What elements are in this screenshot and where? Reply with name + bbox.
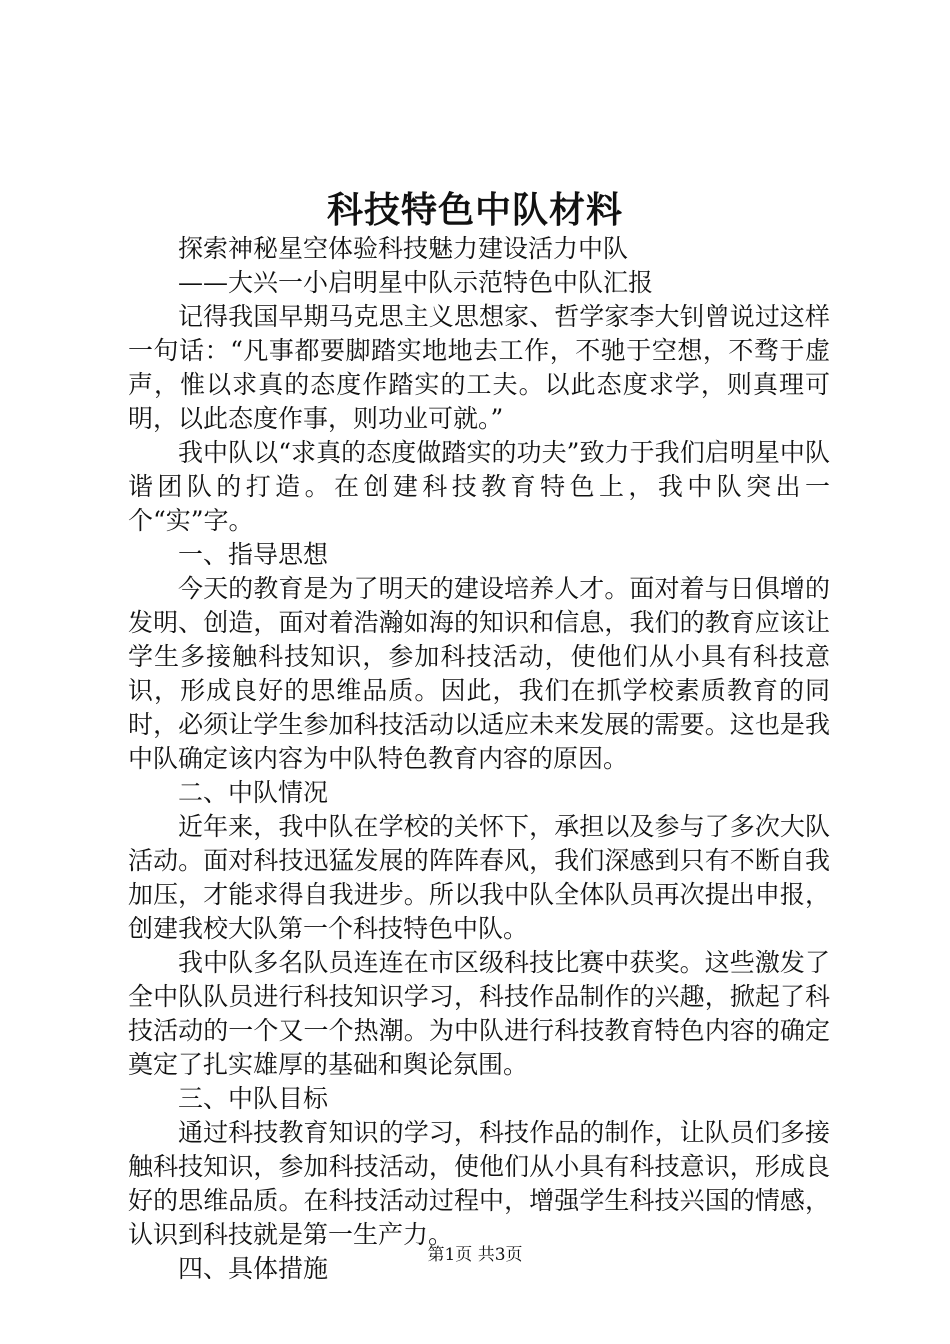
subtitle-line: 探索神秘星空体验科技魅力建设活力中队 <box>178 234 629 263</box>
paragraph-guiding-thought: 今天的教育是为了明天的建设培养人才。面对着与日俱增的发明、创造，面对着浩瀚如海的知识和信息，我们的教育应该让学生多接触科技知识，参加科技活动，使他们从小具有科技意识，形成良好的思维品质。因此，我们在抓学校素质教育的同时，必须让学生参加科技活动以适应未来发展的需要。这也是我中队确定该内容为中队特色教育内容的原因。 <box>128 574 830 773</box>
paragraph-quote: 记得我国早期马克思主义思想家、哲学家李大钊曾说过这样一句话：“凡事都要脚踏实地地去工作，不驰于空想，不骛于虚声，惟以求真的态度作踏实的工夫。以此态度求学，则真理可明，以此态度作事，则功业可就。” <box>128 302 830 433</box>
paragraph-squad-situation: 近年来，我中队在学校的关怀下，承担以及参与了多次大队活动。面对科技迅猛发展的阵阵春风，我们深感到只有不断自我加压，才能求得自我进步。所以我中队全体队员再次提出申报，创建我校大队第一个科技特色中队。 <box>128 812 830 943</box>
subtitle-report-line: ——大兴一小启明星中队示范特色中队汇报 <box>178 268 654 297</box>
section-heading-measures: 四、具体措施 <box>178 1254 329 1283</box>
document-title: 科技特色中队材料 <box>326 189 623 231</box>
section-heading-guiding-thought: 一、指导思想 <box>178 540 329 569</box>
page-footer: 第1页 共3页 <box>427 1245 523 1265</box>
paragraph-squad-goals: 通过科技教育知识的学习，科技作品的制作，让队员们多接触科技知识，参加科技活动，使他们从小具有科技意识，形成良好的思维品质。在科技活动过程中，增强学生科技兴国的情感，认识到科技就是第一生产力。 <box>128 1118 830 1249</box>
paragraph-intro: 我中队以“求真的态度做踏实的功夫”致力于我们启明星中队谐团队的打造。在创建科技教育特色上，我中队突出一个“实”字。 <box>128 438 830 535</box>
paragraph-awards: 我中队多名队员连连在市区级科技比赛中获奖。这些激发了全中队队员进行科技知识学习，科技作品制作的兴趣，掀起了科技活动的一个又一个热潮。为中队进行科技教育特色内容的确定奠定了扎实雄厚的基础和舆论氛围。 <box>128 948 830 1079</box>
document-body <box>128 232 830 1286</box>
section-heading-squad-goals: 三、中队目标 <box>178 1084 329 1113</box>
section-heading-squad-situation: 二、中队情况 <box>178 778 329 807</box>
